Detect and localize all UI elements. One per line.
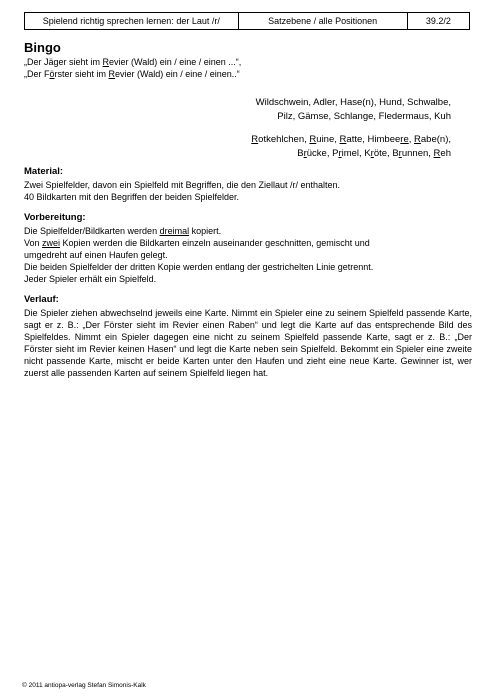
text: evier (Wald) ein / eine / einen..“: [115, 69, 240, 79]
underlined-letter: R: [108, 69, 116, 79]
underlined-letter: re: [400, 134, 409, 145]
text: atte, Himbee: [346, 134, 401, 145]
text: „Der F: [24, 69, 50, 79]
paragraph-line: Zwei Spielfelder, davon ein Spielfeld mit Begriffen, die den Ziellaut /r/ enthalten.: [24, 180, 341, 190]
paragraph: Die Spieler ziehen abwechselnd jeweils eine Karte. Nimmt ein Spieler eine zu seinem Spielfeld passende Karte, sagt er z. B.: „Der Förster sieht im Revier einen Raben“ und legt die Karte auf das entsprechende Bild des Spielfeldes. Nimmt ein Spieler dagegen eine nicht zu seinem Spielfeld passende Karte, sagt er z. B.: „Der Förster sieht im Revier keinen Hasen“ und legt die Karte neben sein Spielfeld. Bekommt ein Spieler eine zweite nicht passende Karte, mischt er beide Karten unter den Haufen und zieht eine neue Karte. Gewinner ist, wer zuerst alle passenden Karten auf seinem Spielfeld liegen hat.: [24, 308, 472, 378]
text: B: [297, 148, 304, 159]
text: ücke, P: [306, 148, 339, 159]
paragraph-line: [24, 237, 472, 249]
underlined-letter: r: [370, 148, 374, 159]
underlined-letter: R: [309, 134, 317, 145]
section-material: [24, 166, 472, 203]
underlined-letter: R: [251, 134, 259, 145]
text: Von: [24, 238, 43, 248]
text: kopiert.: [189, 226, 222, 236]
underlined-word: dreimal: [159, 226, 190, 236]
text: imel, K: [341, 148, 371, 159]
paragraph-line: umgedreht auf einen Haufen gelegt.: [24, 250, 168, 260]
text: otkehlchen,: [258, 134, 310, 145]
underlined-letter: r: [398, 148, 402, 159]
paragraph-line: Jeder Spieler erhält ein Spielfeld.: [24, 274, 157, 284]
header-level: Satzebene / alle Positionen: [238, 13, 407, 30]
paragraph-line: 40 Bildkarten mit den Begriffen der beiden Spielfelder.: [24, 192, 239, 202]
word-list-1-line-1: Wildschwein, Adler, Hase(n), Hund, Schwalbe,: [255, 97, 451, 108]
text: evier (Wald) ein / eine / einen ...“,: [109, 57, 242, 67]
word-list-1-line-2: Pilz, Gämse, Schlange, Fledermaus, Kuh: [277, 111, 451, 122]
underlined-letter: ö: [49, 69, 55, 79]
underlined-letter: R: [414, 134, 421, 145]
word-list-2-line-2: [251, 147, 451, 161]
header-bar: [24, 12, 470, 30]
text: eh: [440, 148, 451, 159]
text: öte, B: [373, 148, 399, 159]
section-heading: Verlauf:: [24, 294, 59, 305]
footer-copyright: © 2011 antiopa-verlag Stefan Simonis-Kalk: [22, 682, 146, 689]
underlined-letter: R: [433, 148, 441, 159]
text: uine,: [316, 134, 340, 145]
page-title: Bingo: [24, 40, 61, 55]
underlined-letter: R: [102, 57, 110, 67]
header-topic: Spielend richtig sprechen lernen: der Laut /r/: [25, 13, 239, 30]
section-heading: Vorbereitung:: [24, 212, 86, 223]
text: Die Spielfelder/Bildkarten werden: [24, 226, 160, 236]
header-page-number: 39.2/2: [407, 13, 469, 30]
underlined-letter: r: [338, 148, 342, 159]
text: ,: [408, 134, 415, 145]
section-heading: Material:: [24, 166, 64, 177]
underlined-letter: r: [303, 148, 307, 159]
text: „Der Jäger sieht im: [24, 57, 103, 67]
word-list-1: [256, 96, 451, 124]
text: rster sieht im: [54, 69, 109, 79]
underlined-letter: R: [339, 134, 347, 145]
underlined-word: zwei: [42, 238, 61, 248]
section-verlauf: [24, 294, 472, 379]
text: abe(n),: [420, 134, 451, 145]
intro-line-2: [24, 68, 241, 80]
word-list-2-line-1: [251, 133, 451, 147]
intro-sentences: [24, 56, 241, 80]
paragraph-line: Die beiden Spielfelder der dritten Kopie werden entlang der gestrichelten Linie getrennt.: [24, 262, 374, 272]
word-list-2: [251, 133, 451, 161]
section-vorbereitung: [24, 212, 472, 285]
text: unnen,: [401, 148, 434, 159]
intro-line-1: [24, 56, 241, 68]
text: Kopien werden die Bildkarten einzeln auseinander geschnitten, gemischt und: [60, 238, 370, 248]
paragraph-line: [24, 225, 472, 237]
